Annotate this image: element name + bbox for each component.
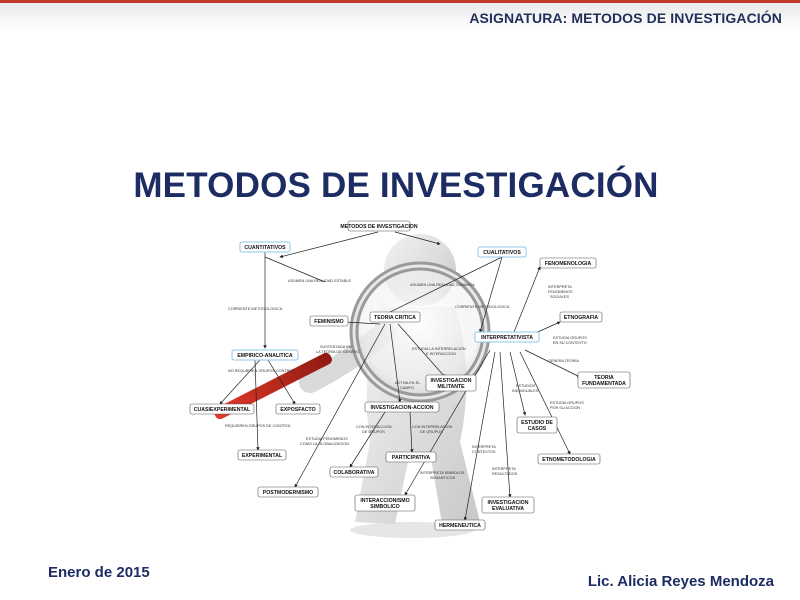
- edge-label: NO REQUIEREN GRUPOS CONTROL: [228, 369, 295, 373]
- node-investigacion-militante: [426, 375, 476, 391]
- svg-text:EXPOSFACTO: EXPOSFACTO: [280, 407, 316, 413]
- edge-label: E INTERACCION: [426, 352, 456, 356]
- svg-text:ETNOGRAFIA: ETNOGRAFIA: [563, 315, 599, 321]
- edge-label: INTERPRETA: [548, 285, 572, 289]
- svg-text:CUALITATIVOS: CUALITATIVOS: [483, 250, 521, 256]
- node-fenomenologia: [540, 258, 596, 268]
- edge-label: INTERPRETA: [492, 467, 516, 471]
- svg-text:FUNDAMENTADA: FUNDAMENTADA: [582, 381, 626, 387]
- svg-text:FEMINISMO: FEMINISMO: [314, 319, 344, 325]
- svg-text:INTERACCIONISMO: INTERACCIONISMO: [360, 498, 410, 504]
- svg-text:ETNOMETODOLOGIA: ETNOMETODOLOGIA: [542, 457, 596, 463]
- edge-label: CAMPO: [400, 386, 414, 390]
- edge-label: CON INTERRELACION: [412, 425, 453, 429]
- node-estudio-de-casos: [517, 417, 557, 433]
- node-etnografia: [560, 312, 602, 322]
- svg-text:METODOS DE INVESTIGACION: METODOS DE INVESTIGACION: [340, 224, 418, 230]
- edge-label: ESTUDIOS: [516, 384, 536, 388]
- subject-title: ASIGNATURA: METODOS DE INVESTIGACIÓN: [469, 10, 782, 26]
- node-etnometodologia: [538, 454, 600, 464]
- node-postmodernismo: [258, 487, 318, 497]
- edge-label: INTERPRETA: [472, 445, 496, 449]
- svg-text:INVESTIGACION-ACCION: INVESTIGACION-ACCION: [370, 405, 434, 411]
- edge-label: DE GRUPOS: [362, 430, 385, 434]
- svg-text:FENOMENOLOGIA: FENOMENOLOGIA: [544, 261, 592, 267]
- node-feminismo: [310, 316, 348, 326]
- node-cuasiexperimental: [190, 404, 254, 414]
- edge-label: ESTUDIA FENOMENOS: [306, 437, 348, 441]
- svg-text:HERMENEUTICA: HERMENEUTICA: [439, 523, 481, 529]
- edge-label: EN SU CONTEXTO: [553, 341, 587, 345]
- slide-title: METODOS DE INVESTIGACIÓN: [133, 166, 659, 205]
- edge-label: RESULTADOS: [492, 472, 518, 476]
- edge-label: ACTIVA EN EL: [395, 381, 421, 385]
- edge-label: ASUMEN UNA REALIDAD ESTABLE: [288, 279, 352, 283]
- edge-label: CONTEXTOS: [472, 450, 496, 454]
- author-label: Lic. Alicia Reyes Mendoza: [587, 573, 774, 590]
- concept-map: [180, 212, 626, 547]
- node-investigacion-accion: [365, 402, 439, 412]
- node-cuantitativos: [240, 242, 290, 252]
- svg-text:INTERPRETATIVISTA: INTERPRETATIVISTA: [481, 335, 533, 341]
- svg-text:POSTMODERNISMO: POSTMODERNISMO: [262, 490, 314, 496]
- node-empirico-analitica: [232, 350, 298, 360]
- svg-text:EVALUATIVA: EVALUATIVA: [492, 506, 524, 512]
- svg-text:INVESTIGACION: INVESTIGACION: [430, 378, 472, 384]
- edge-label: ESTUDIA GRUPOS: [550, 401, 584, 405]
- edge-label: DE GRUPOS: [420, 430, 443, 434]
- node-interpretativista: [475, 332, 539, 342]
- svg-text:EMPIRICO-ANALITICA: EMPIRICO-ANALITICA: [237, 353, 293, 359]
- svg-text:TEORIA: TEORIA: [594, 375, 614, 381]
- edge-label: ESTUDIA LA INTERRELACION: [412, 347, 466, 351]
- edge-label: SOCIALES: [550, 295, 569, 299]
- edge-label: INDIVIDUALES: [512, 389, 539, 393]
- node-interaccionismo-simbolico: [355, 495, 415, 511]
- svg-text:CUANTITATIVOS: CUANTITATIVOS: [244, 245, 286, 251]
- node-exposfacto: [276, 404, 320, 414]
- node-investigacion-evaluativa: [482, 497, 534, 513]
- edge-label: ESTUDIA GRUPOS: [553, 336, 587, 340]
- node-participativa: [386, 452, 436, 462]
- edge-label: INTERPRETA SIMBOLOS: [420, 471, 465, 475]
- edge-label: ASUMEN UNA REALIDAD DINAMICA: [410, 283, 475, 287]
- edge-label: COMO LA GLOBALIZACION: [300, 442, 349, 446]
- edge-label: CON INTERACCION: [356, 425, 392, 429]
- edge-label: POR SU ACCION: [550, 406, 581, 410]
- svg-text:CASOS: CASOS: [527, 426, 547, 432]
- node-experimental: [238, 450, 286, 460]
- edge-label: LA TEORIA DE GENERO: [316, 350, 360, 354]
- svg-text:COLABORATIVA: COLABORATIVA: [333, 470, 375, 476]
- edge-label: CORRIENTE METODOLOGICA: [455, 305, 510, 309]
- svg-text:EXPERIMENTAL: EXPERIMENTAL: [241, 453, 283, 459]
- node-teoria-fundamentada: [578, 372, 630, 388]
- svg-text:SIMBOLICO: SIMBOLICO: [370, 504, 400, 510]
- edge-label: FENOMENOS: [548, 290, 573, 294]
- svg-text:MILITANTE: MILITANTE: [437, 384, 465, 390]
- svg-text:ESTUDIO DE: ESTUDIO DE: [521, 420, 553, 426]
- concept-map-image: [180, 212, 626, 547]
- edge-label: GENERA TEORIA: [548, 359, 579, 363]
- date-label: Enero de 2015: [48, 564, 150, 581]
- edge-label: SEMANTICOS: [430, 476, 456, 480]
- svg-text:TEORIA CRITICA: TEORIA CRITICA: [374, 315, 416, 321]
- node-colaborativa: [330, 467, 378, 477]
- svg-text:CUASIEXPERIMENTAL: CUASIEXPERIMENTAL: [193, 407, 251, 413]
- header-band: [0, 3, 800, 31]
- edge-label: SUSTENTADA EN: [320, 345, 352, 349]
- edge-label: CORRIENTE METODOLOGICA: [228, 307, 283, 311]
- svg-text:INVESTIGACION: INVESTIGACION: [487, 500, 529, 506]
- node-root: [340, 221, 417, 231]
- svg-text:PARTICIPATIVA: PARTICIPATIVA: [391, 455, 431, 461]
- node-cualitativos: [478, 247, 526, 257]
- edge-label: REQUIEREN GRUPOS DE CONTROL: [225, 424, 292, 428]
- node-teoria-critica: [370, 312, 420, 322]
- node-hermeneutica: [435, 520, 485, 530]
